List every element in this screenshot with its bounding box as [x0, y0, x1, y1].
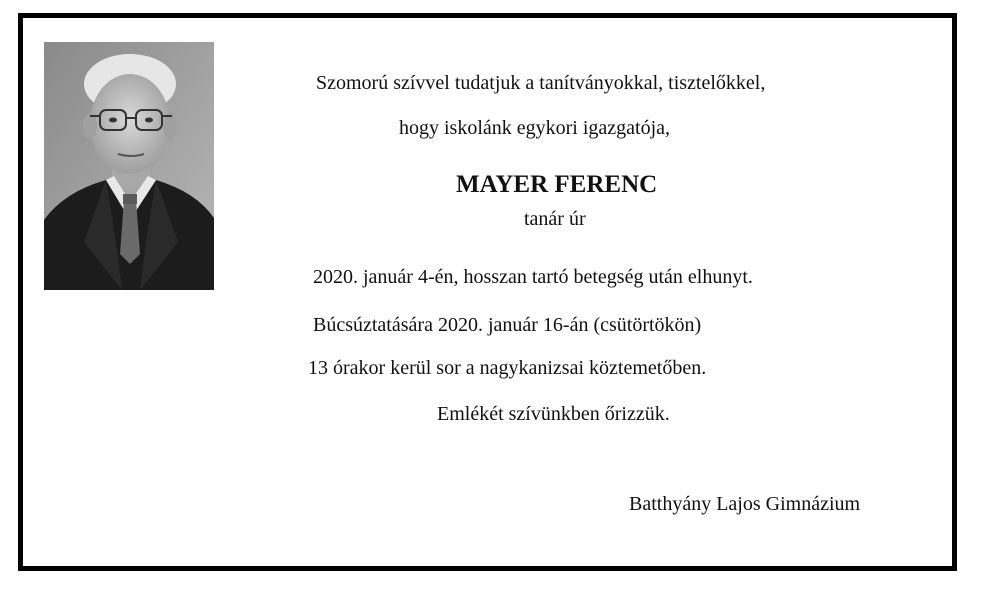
opening-line: Szomorú szívvel tudatjuk a tanítványokkal, tisztelőkkel, [316, 72, 766, 94]
remembrance-line: Emlékét szívünkben őrizzük. [437, 403, 670, 425]
intro-line: hogy iskolánk egykori igazgatója, [399, 117, 671, 139]
portrait-photo [44, 42, 214, 290]
funeral-place-line: 13 órakor kerül sor a nagykanizsai köztemetőben. [308, 357, 707, 379]
funeral-date-line: Búcsúztatására 2020. január 16-án (csütörtökön) [313, 314, 702, 336]
deceased-title: tanár úr [524, 208, 586, 230]
deceased-name: MAYER FERENC [456, 171, 658, 198]
signature: Batthyány Lajos Gimnázium [629, 493, 861, 515]
death-date-line: 2020. január 4-én, hosszan tartó betegség után elhunyt. [313, 266, 753, 288]
